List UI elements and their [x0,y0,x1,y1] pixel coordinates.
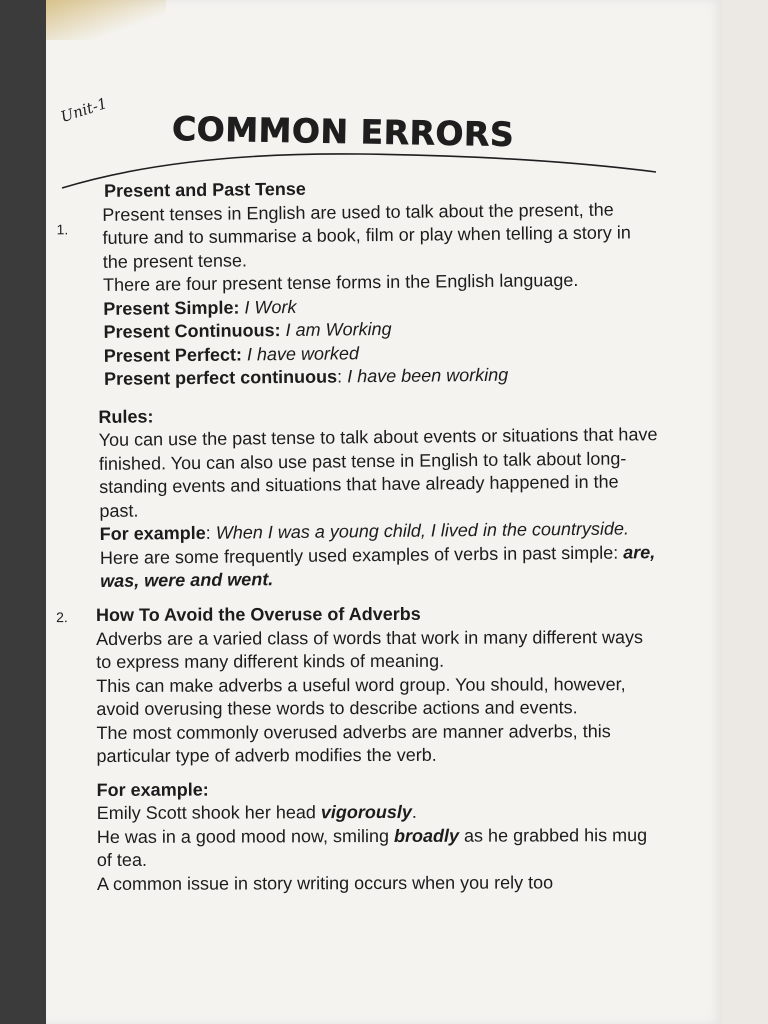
example-adverb: vigorously [320,801,412,822]
form-label: Present Continuous: [103,320,281,342]
forms-intro: There are four present tense forms in the English language. [102,269,579,295]
example-sentence: Emily Scott shook her head vigorously. [96,801,417,823]
section-heading: How To Avoid the Overuse of Adverbs [96,603,421,625]
example-adverb: broadly [393,824,460,845]
form-label: Present Simple: [103,297,240,319]
binding-edge [0,0,46,1024]
example-pre: Emily Scott shook her head [96,801,316,823]
form-label: Present perfect continuous [103,366,338,389]
section-overuse-adverbs [56,602,659,896]
section-intro: Present tenses in English are used to talk about the present, the future and to summarise a book, film or play when telling a story in the present tense. [102,199,631,272]
form-label: Present Perfect: [103,343,242,366]
page-right-edge [722,0,768,1024]
verbs-list: are, was, were and went. [100,541,656,591]
verbs-line [100,541,662,594]
section-number: 2. [56,608,68,625]
example-sentence [97,823,659,872]
rules-heading: Rules: [98,405,154,427]
example-line: For example: When I was a young child, I lived in the countryside. [99,518,630,544]
example-label: For example: [96,778,209,799]
paragraph: The most commonly overused adverbs are manner adverbs, this particular type of adverb modifies the verb. [96,720,611,766]
section-heading: Present and Past Tense [104,178,306,201]
example-pre: He was in a good mood now, smiling [96,824,390,846]
section-number: 1. [56,221,69,238]
example-text: When I was a young child, I lived in the countryside. [215,518,630,543]
form-example: I have been working [347,364,509,387]
form-example: I Work [244,296,297,317]
form-example: I have worked [246,342,360,364]
rules-text: You can use the past tense to talk about events or situations that have finished. You can also use past tense in English to talk about long-standing events and situations that have already happened in the past. [98,424,658,521]
paragraph: Adverbs are a varied class of words that work in many different ways to express many different kinds of meaning. [96,626,644,672]
verbs-intro: Here are some frequently used examples of verbs in past simple: [99,542,619,568]
paragraph: This can make adverbs a useful word group. You should, however, avoid overusing these words to describe actions and events. [96,673,626,719]
page-content [56,178,658,896]
unit-label: Unit-1 [58,94,110,126]
paragraph: A common issue in story writing occurs when you rely too [96,871,554,893]
form-line-present-perfect-continuous: Present perfect continuous: I have been working [103,364,509,389]
example-post: as he grabbed his mug of tea. [96,824,648,870]
page-title: COMMON ERRORS [171,109,515,154]
page-corner-stain [46,0,166,40]
form-example: I am Working [285,318,392,341]
section-present-past-tense [56,174,662,593]
example-label: For example [99,522,206,544]
